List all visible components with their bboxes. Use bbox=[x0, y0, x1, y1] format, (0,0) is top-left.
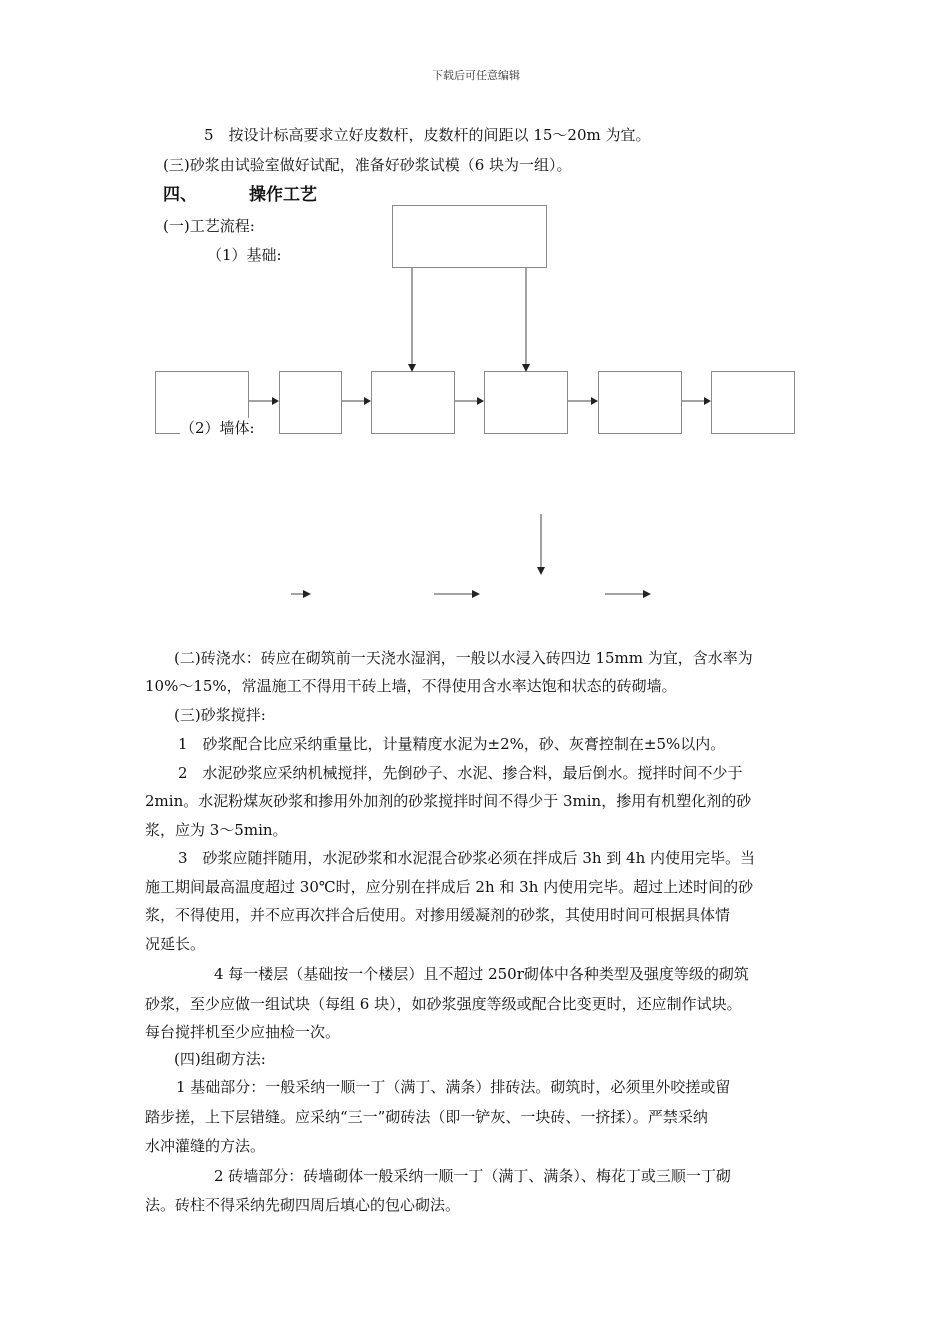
mortar-item-1: 1 砂浆配合比应采纳重量比，计量精度水泥为±2%，砂、灰膏控制在±5%以内。 bbox=[178, 735, 726, 753]
bonding-item-1-line-3: 水冲灌缝的方法。 bbox=[145, 1137, 266, 1155]
mortar-item-4-line-1: 4 每一楼层（基础按一个楼层）且不超过 250r砌体中各种类型及强度等级的砌筑 bbox=[214, 965, 749, 983]
bonding-item-2-line-2: 法。砖柱不得采纳先砌四周后填心的包心砌法。 bbox=[145, 1196, 461, 1214]
arrowhead-1-2 bbox=[272, 397, 279, 405]
mortar-item-4-line-3: 每台搅拌机至少应抽检一次。 bbox=[145, 1023, 341, 1041]
arrowhead-4-5 bbox=[591, 397, 598, 405]
prep-item-3: (三)砂浆由试验室做好试配，准备好砂浆试模（6 块为一组）。 bbox=[163, 156, 572, 174]
mortar-item-3-line-2: 施工期间最高温度超过 30℃时，应分别在拌成后 2h 和 3h 内使用完毕。超过上述时间的砂 bbox=[145, 878, 754, 896]
mortar-item-3-line-3: 浆，不得使用，并不应再次拌合后使用。对掺用缓凝剂的砂浆，其使用时间可根据具体情 bbox=[145, 906, 731, 924]
arrowhead-down-right bbox=[522, 364, 530, 372]
brick-watering-line-1: (二)砖浇水：砖应在砌筑前一天浇水湿润，一般以水浸入砖四边 15mm 为宜，含水率为 bbox=[174, 649, 753, 667]
flowchart-connectors bbox=[0, 0, 950, 640]
bonding-item-1-line-2: 踏步搓，上下层错缝。应采纳“三一”砌砖法（即一铲灰、一块砖、一挤揉）。严禁采纳 bbox=[145, 1108, 708, 1126]
wall-arrowhead-1 bbox=[303, 590, 311, 598]
mortar-item-2-line-1: 2 水泥砂浆应采纳机械搅拌，先倒砂子、水泥、掺合料，最后倒水。搅拌时间不少于 bbox=[178, 764, 743, 782]
wall-label: （2）墙体: bbox=[180, 419, 255, 437]
mortar-item-2-line-2: 2min。水泥粉煤灰砂浆和掺用外加剂的砂浆搅拌时间不得少于 3min，掺用有机塑化剂的砂 bbox=[145, 792, 752, 810]
bonding-item-1-line-1: 1 基础部分：一般采纳一顺一丁（满丁、满条）排砖法。砌筑时，必须里外咬搓或留 bbox=[176, 1078, 731, 1096]
mortar-item-3-line-4: 况延长。 bbox=[145, 935, 206, 953]
wall-arrowhead-down bbox=[537, 567, 545, 575]
foundation-label: （1）基础: bbox=[207, 246, 282, 264]
mortar-mixing-title: (三)砂浆搅拌: bbox=[174, 706, 266, 724]
process-flow-title: (一)工艺流程: bbox=[163, 217, 255, 235]
arrowhead-2-3 bbox=[364, 397, 371, 405]
mortar-item-2-line-3: 浆，应为 3～5min。 bbox=[145, 821, 288, 839]
arrowhead-down-left bbox=[408, 364, 416, 372]
wall-arrowhead-2 bbox=[472, 590, 480, 598]
brick-watering-line-2: 10%～15%，常温施工不得用干砖上墙，不得使用含水率达饱和状态的砖砌墙。 bbox=[145, 677, 677, 695]
mortar-item-4-line-2: 砂浆，至少应做一组试块（每组 6 块），如砂浆强度等级或配合比变更时，还应制作试块。 bbox=[145, 995, 742, 1013]
wall-arrowhead-3 bbox=[643, 590, 651, 598]
section-title: 操作工艺 bbox=[249, 185, 317, 205]
mortar-item-3-line-1: 3 砂浆应随拌随用，水泥砂浆和水泥混合砂浆必须在拌成后 3h 到 4h 内使用完毕。当 bbox=[178, 849, 756, 867]
bonding-method-title: (四)组砌方法: bbox=[174, 1050, 266, 1068]
section-number: 四、 bbox=[163, 185, 197, 205]
page-header-note: 下载后可任意编辑 bbox=[432, 69, 520, 82]
arrowhead-5-6 bbox=[704, 397, 711, 405]
prep-item-5: 5 按设计标高要求立好皮数杆，皮数杆的间距以 15～20m 为宜。 bbox=[204, 126, 651, 144]
bonding-item-2-line-1: 2 砖墙部分：砖墙砌体一般采纳一顺一丁（满丁、满条）、梅花丁或三顺一丁砌 bbox=[214, 1167, 731, 1185]
arrowhead-3-4 bbox=[477, 397, 484, 405]
